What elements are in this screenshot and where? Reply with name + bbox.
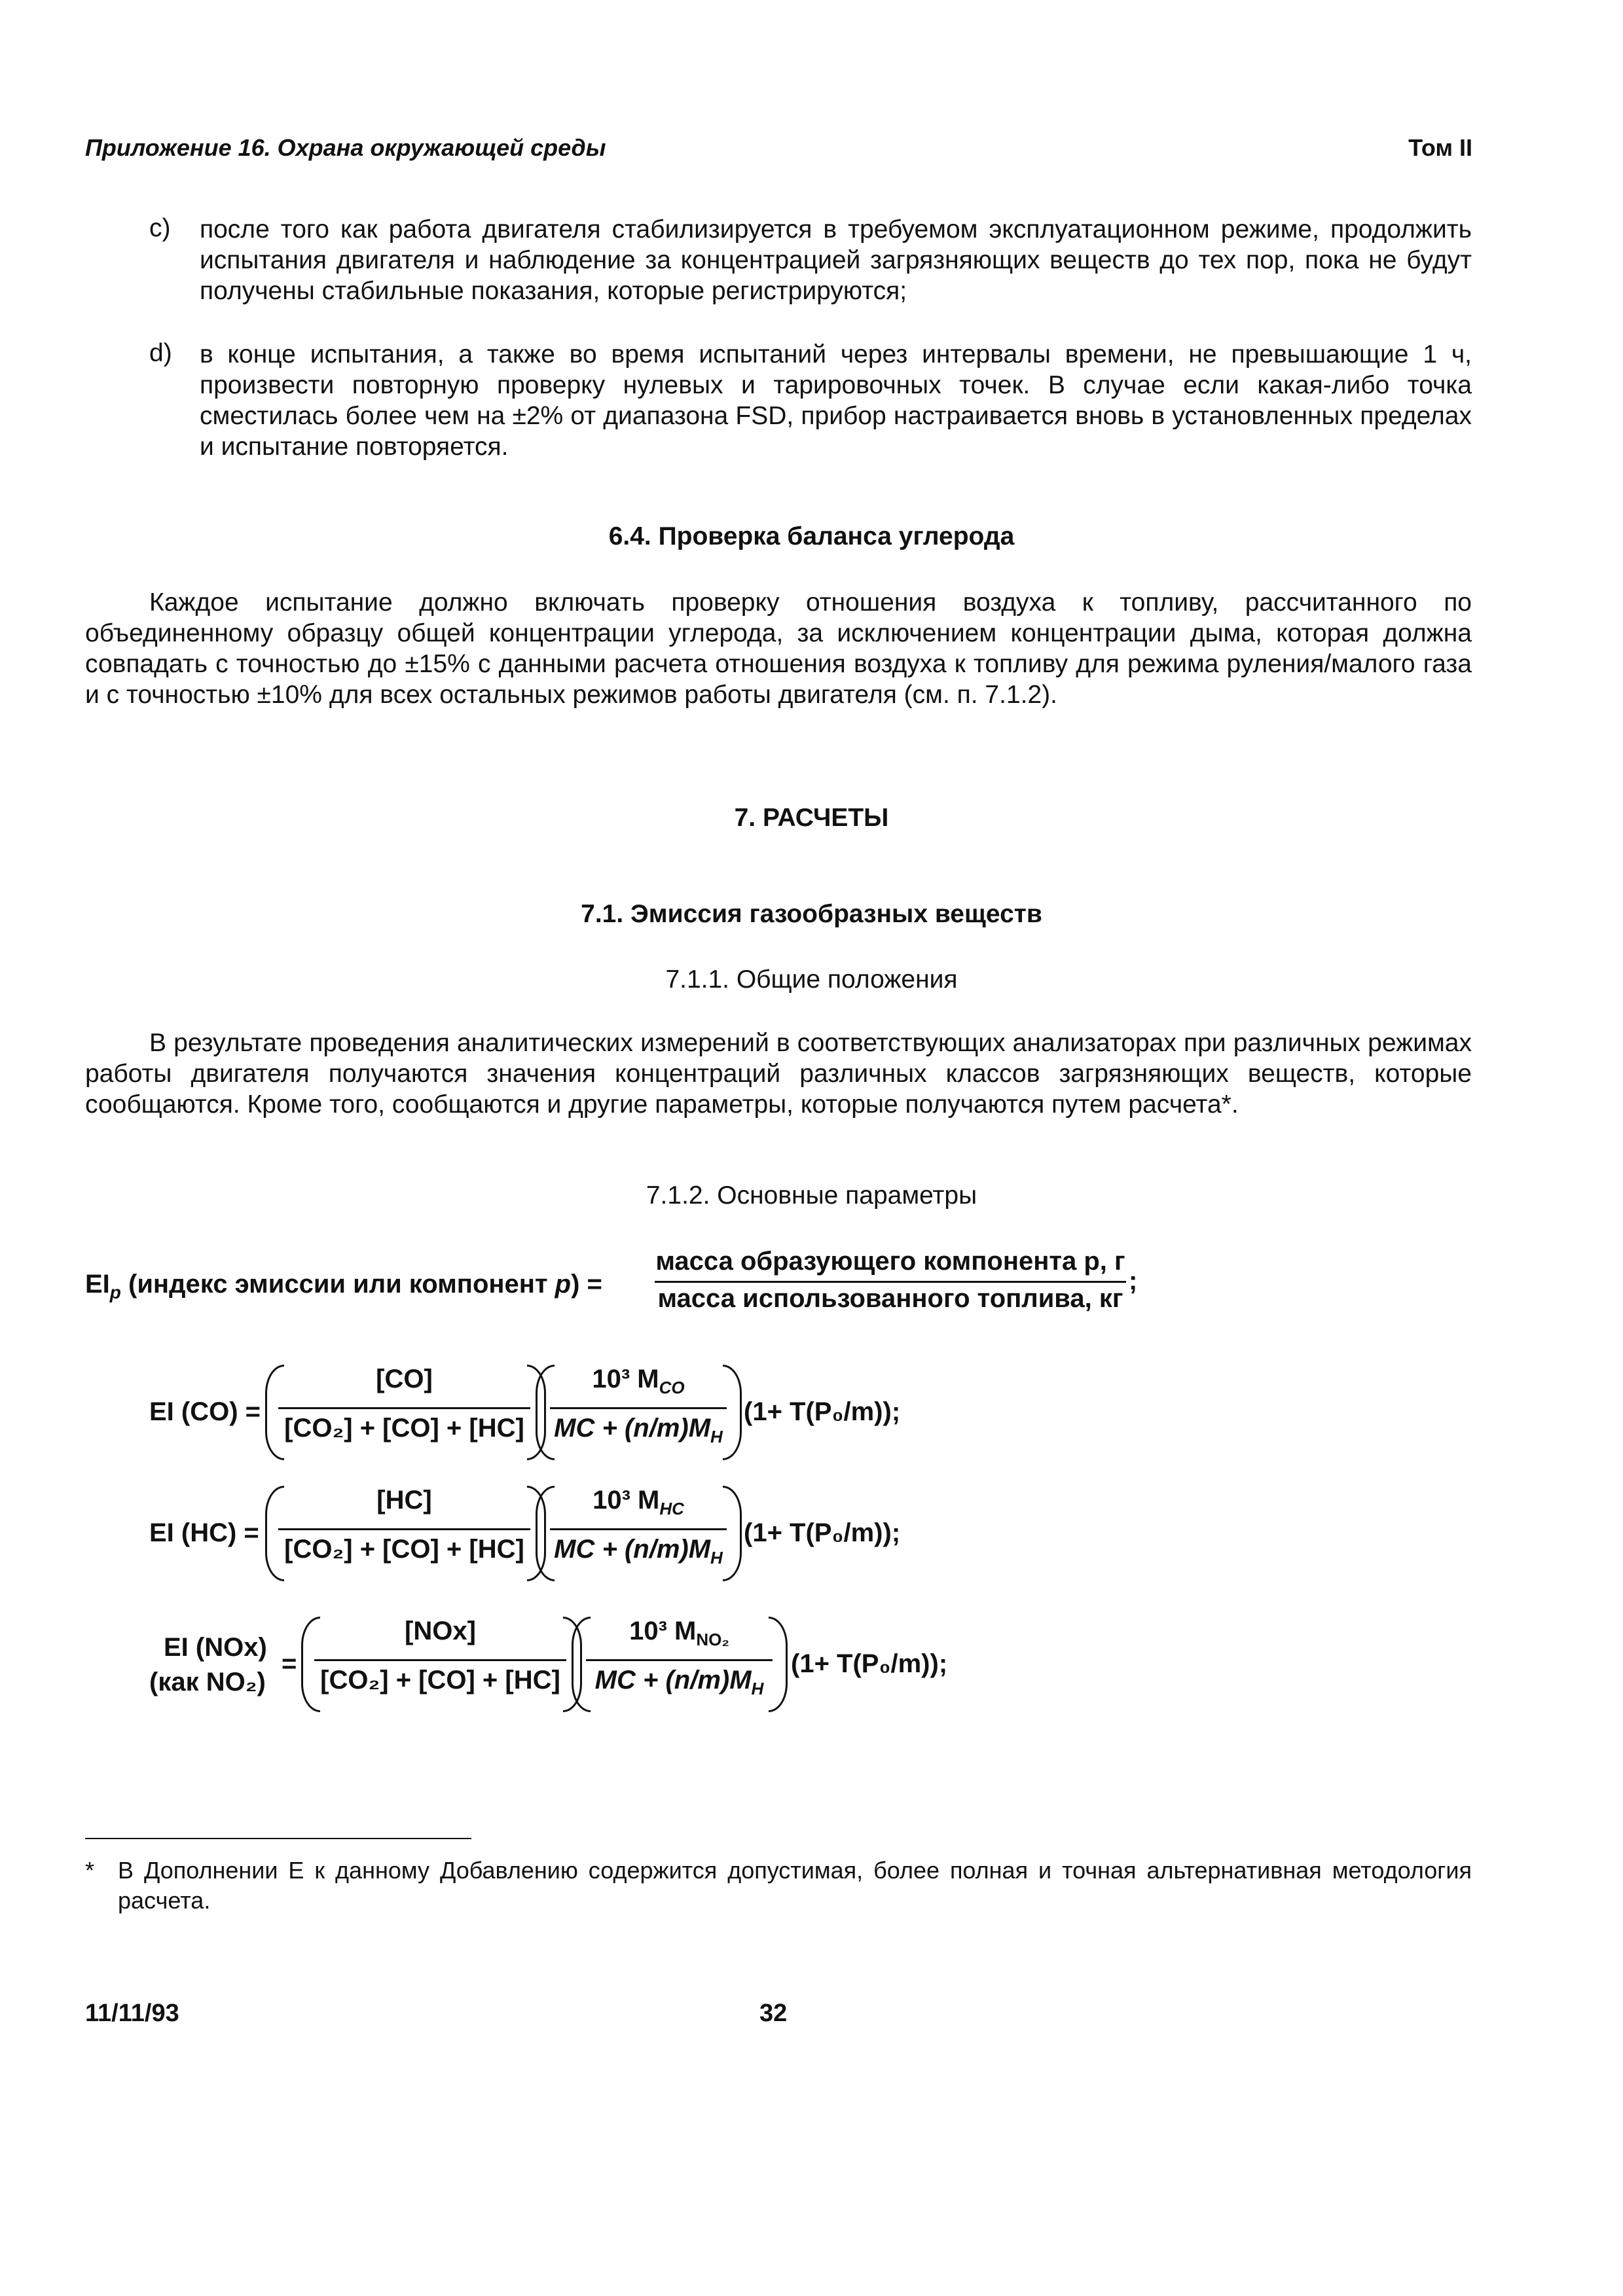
- footnote-separator: [85, 1838, 471, 1839]
- fraction-bar: [278, 1528, 530, 1530]
- fraction-bar: [550, 1528, 727, 1530]
- fraction-bar: [550, 1407, 727, 1409]
- right-paren: [723, 1486, 742, 1581]
- ei-def-denominator: масса использованного топлива, кг: [657, 1284, 1123, 1313]
- list-item-c: после того как работа двигателя стабилизируется в требуемом эксплуатационном режиме, продолжить испытания двигателя и наблюдение за концентрацией загрязняющих веществ до тех пор, пока не будут получены стабильные показания, которые регистрируются;: [200, 215, 1472, 305]
- section-7-1-2-heading: 7.1.2. Основные параметры: [646, 1181, 977, 1210]
- section-6-4-paragraph: Каждое испытание должно включать проверку отношения воздуха к топливу, рассчитанного по объединенному образцу общей концентрации углерода, за исключением концентрации дыма, которая должна совпадать с точностью до ±15% с данными расчета отношения воздуха к топливу для режима руления/малого газа и с точностью ±10% для всех остальных режимов работы двигателя (см. п. 7.1.2).: [85, 588, 1472, 709]
- ei-def-numerator: масса образующего компонента p, г: [655, 1247, 1125, 1276]
- fraction-bar: [655, 1281, 1126, 1283]
- right-paren: [723, 1365, 742, 1460]
- footer-date: 11/11/93: [85, 2000, 179, 2027]
- ei-nox-lhs-line2: (как NO₂): [149, 1668, 266, 1696]
- footnote-marker: *: [85, 1857, 95, 1884]
- ei-co-lhs: EI (CO) =: [149, 1397, 261, 1426]
- section-6-4-heading: 6.4. Проверка баланса углерода: [608, 522, 1015, 550]
- footnote-text: В Дополнении E к данному Добавлению содержится допустимая, более полная и точная альтернативная методология расчета.: [118, 1857, 1472, 1914]
- fraction-bar: [586, 1659, 773, 1661]
- section-7-heading: 7. РАСЧЕТЫ: [734, 804, 889, 832]
- footer-page-number: 32: [759, 2000, 788, 2027]
- ei-nox-lhs-line1: EI (NOx): [164, 1633, 267, 1662]
- list-marker-c: c): [149, 214, 171, 242]
- fraction-bar: [314, 1659, 566, 1661]
- section-7-1-1-paragraph: В результате проведения аналитических измерений в соответствующих анализаторах при различных режимах работы двигателя получаются значения концентраций различных классов загрязняющих веществ, которые сообщаются. Кроме того, сообщаются и другие параметры, которые получаются путем расчета*.: [85, 1029, 1472, 1119]
- running-header-volume: Том II: [1408, 134, 1472, 161]
- list-marker-d: d): [149, 339, 172, 367]
- fraction-bar: [278, 1407, 530, 1409]
- running-header-title: Приложение 16. Охрана окружающей среды: [85, 134, 606, 161]
- right-paren: [769, 1617, 788, 1712]
- ei-hc-lhs: EI (HC) =: [149, 1518, 259, 1547]
- section-7-1-1-heading: 7.1.1. Общие положения: [665, 965, 958, 994]
- list-item-d: в конце испытания, а также во время испытаний через интервалы времени, не превышающие 1 ч, произвести повторную проверку нулевых и тарировочных точек. В случае если какая-либо точка сместилась более чем на ±2% от диапазона FSD, прибор настраивается вновь в установленных пределах и испытание повторяется.: [200, 340, 1472, 461]
- section-7-1-heading: 7.1. Эмиссия газообразных веществ: [581, 900, 1042, 928]
